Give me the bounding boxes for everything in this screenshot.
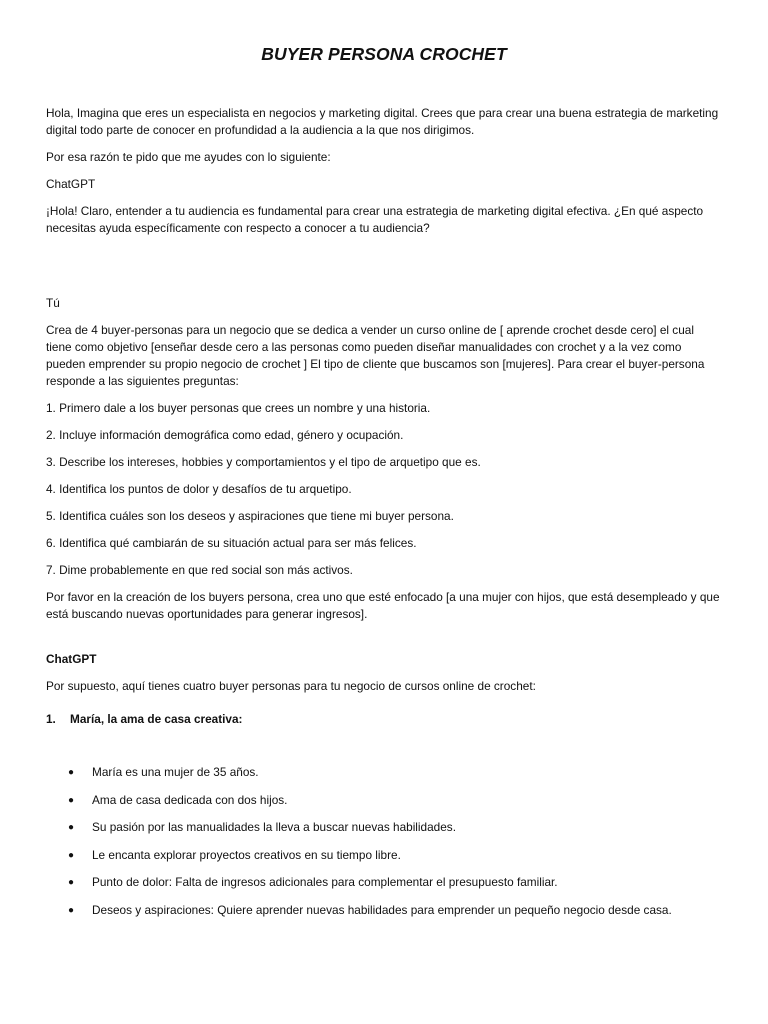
question-item: 7. Dime probablemente en que red social son más activos. (46, 563, 353, 577)
intro-paragraph: Hola, Imagina que eres un especialista en negocios y marketing digital. Crees que para crear una buena estrategia de marketing digital todo parte de conocer en profundidad a la audiencia a la que nos dirigimos. (46, 106, 719, 137)
persona-number: 1. (46, 712, 56, 726)
list-item (68, 847, 722, 864)
question-list (46, 400, 722, 579)
intro-request: Por esa razón te pido que me ayudes con lo siguiente: (46, 150, 331, 164)
chatgpt-greeting: ¡Hola! Claro, entender a tu audiencia es fundamental para crear una estrategia de marketing digital efectiva. ¿En qué aspecto necesitas ayuda específicamente con respecto a conocer a tu audiencia? (46, 204, 704, 235)
persona-title: María, la ama de casa creativa: (70, 712, 243, 726)
list-item (68, 819, 722, 836)
bullet-text: Punto de dolor: Falta de ingresos adicionales para complementar el presupuesto familiar. (92, 875, 558, 889)
speaker-label-user: Tú (46, 296, 60, 310)
list-item (68, 764, 722, 781)
bullet-text: Su pasión por las manualidades la lleva a buscar nuevas habilidades. (92, 820, 456, 834)
question-item: 6. Identifica qué cambiarán de su situación actual para ser más felices. (46, 536, 417, 550)
prompt-paragraph: Crea de 4 buyer-personas para un negocio que se dedica a vender un curso online de [ aprende crochet desde cero] el cual tiene como objetivo [enseñar desde cero a las personas como pueden diseñar manualidades con crochet y a la vez como pueden emprender su propio negocio de crochet ] El tipo de cliente que buscamos son [mujeres]. Para crear el buyer-persona responde a las siguientes preguntas: (46, 323, 705, 388)
speaker-label-chatgpt: ChatGPT (46, 177, 96, 191)
question-item: 2. Incluye información demográfica como edad, género y ocupación. (46, 428, 404, 442)
response-intro: Por supuesto, aquí tienes cuatro buyer personas para tu negocio de cursos online de crochet: (46, 679, 536, 693)
question-item: 5. Identifica cuáles son los deseos y aspiraciones que tiene mi buyer persona. (46, 509, 454, 523)
bullet-text: María es una mujer de 35 años. (92, 765, 259, 779)
persona-bullet-list (46, 764, 722, 919)
bullet-icon: ● (68, 849, 75, 861)
question-item: 3. Describe los intereses, hobbies y comportamientos y el tipo de arquetipo que es. (46, 455, 481, 469)
bullet-icon: ● (68, 877, 75, 888)
bullet-icon: ● (68, 822, 75, 833)
persona-heading (46, 711, 722, 728)
question-item: 4. Identifica los puntos de dolor y desafíos de tu arquetipo. (46, 482, 352, 496)
bullet-text: Deseos y aspiraciones: Quiere aprender nuevas habilidades para emprender un pequeño negocio desde casa. (92, 902, 672, 917)
bullet-icon: ● (68, 904, 75, 916)
list-item (68, 874, 722, 891)
question-item: 1. Primero dale a los buyer personas que crees un nombre y una historia. (46, 401, 431, 415)
speaker-label-chatgpt-response: ChatGPT (46, 652, 97, 666)
bullet-text: Ama de casa dedicada con dos hijos. (92, 792, 288, 807)
closing-request: Por favor en la creación de los buyers persona, crea uno que esté enfocado [a una mujer con hijos, que está desempleado y que está buscando nuevas oportunidades para generar ingresos]. (46, 590, 720, 621)
list-item (68, 902, 722, 919)
bullet-icon: ● (68, 794, 75, 806)
list-item (68, 792, 722, 809)
bullet-text: Le encanta explorar proyectos creativos en su tiempo libre. (92, 847, 401, 862)
document-title: BUYER PERSONA CROCHET (261, 44, 507, 64)
bullet-icon: ● (68, 767, 75, 778)
